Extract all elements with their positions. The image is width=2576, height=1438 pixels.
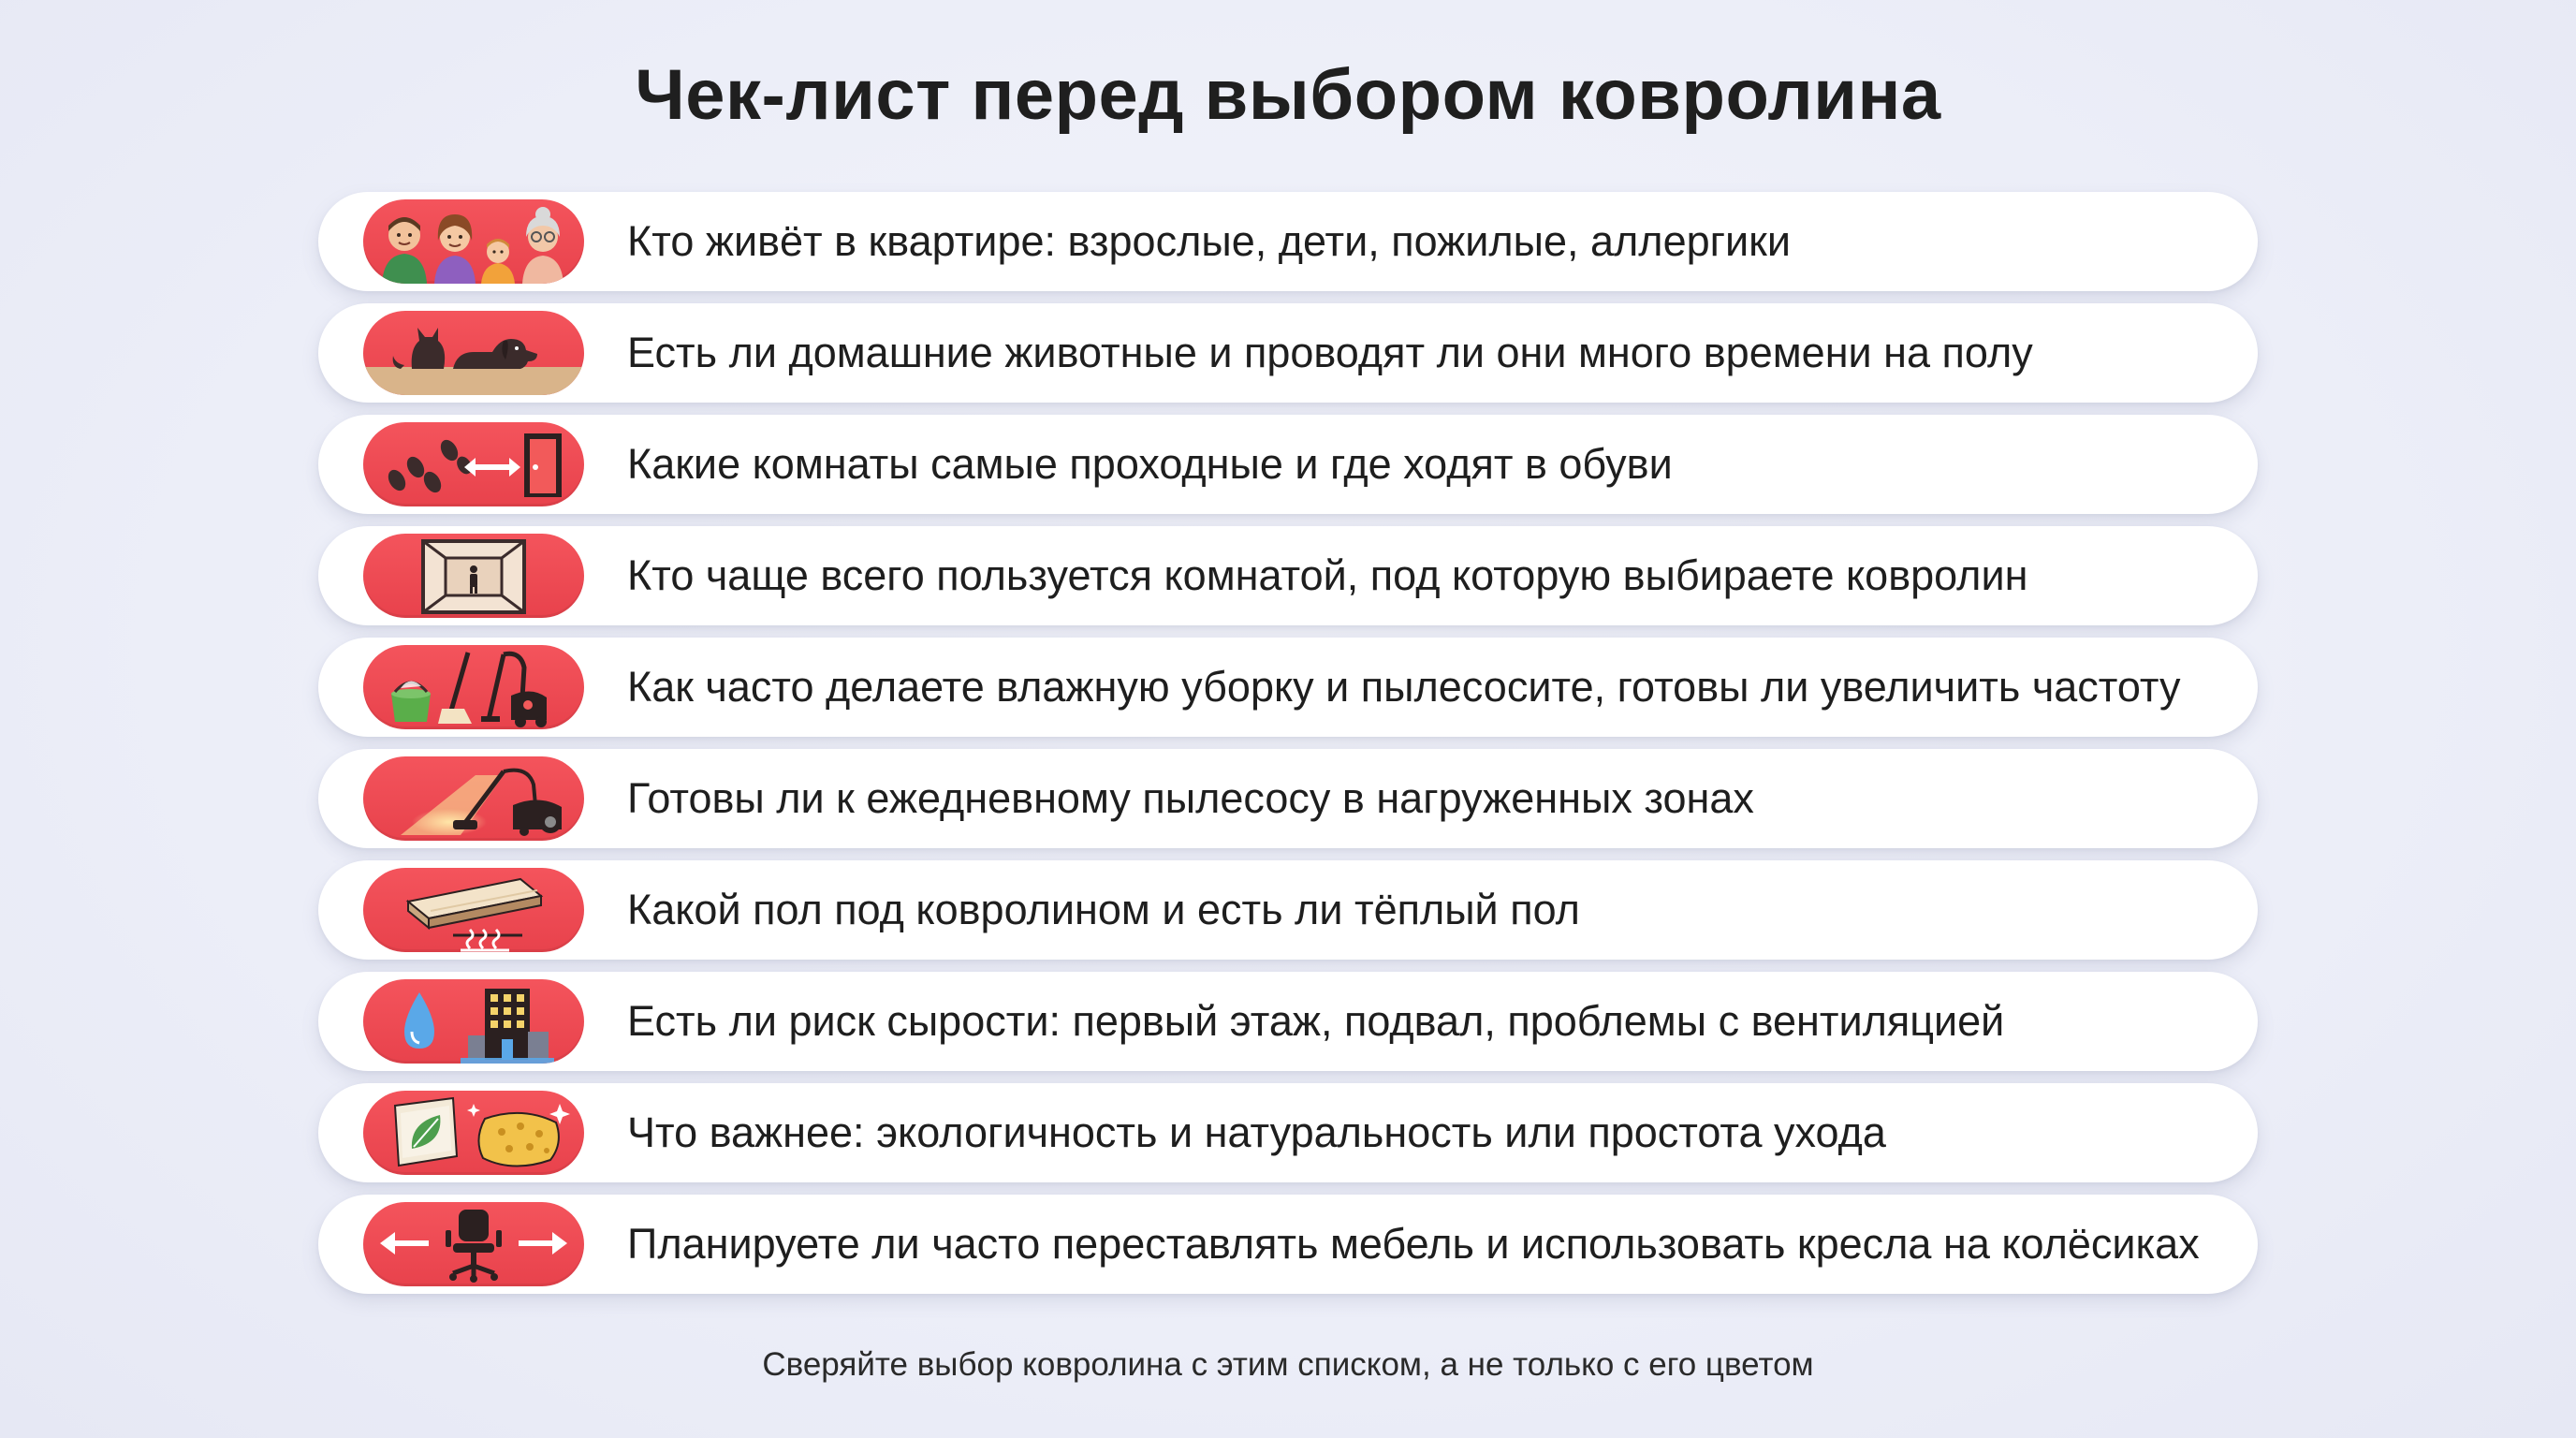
checklist-item-text: Кто чаще всего пользуется комнатой, под которую выбираете ковролин xyxy=(627,551,2028,599)
checklist-item-text: Какой пол под ковролином и есть ли тёплый пол xyxy=(627,886,1580,933)
water-drop-building-icon xyxy=(363,979,584,1064)
family-icon xyxy=(363,199,584,284)
checklist-item xyxy=(318,526,2258,625)
checklist-item xyxy=(318,192,2258,291)
office-chair-icon xyxy=(363,1202,584,1286)
footer-note: Сверяйте выбор ковролина с этим списком, а не только с его цветом xyxy=(762,1346,1814,1383)
checklist-item-text: Есть ли риск сырости: первый этаж, подвал, проблемы с вентиляцией xyxy=(627,997,2005,1045)
checklist-item xyxy=(318,303,2258,403)
checklist-item xyxy=(318,749,2258,848)
checklist-item-text: Какие комнаты самые проходные и где ходят в обуви xyxy=(627,440,1673,488)
checklist-item-text: Что важнее: экологичность и натуральность или простота ухода xyxy=(627,1108,1886,1156)
leaf-sponge-icon xyxy=(363,1091,584,1175)
checklist-item-text: Планируете ли часто переставлять мебель и использовать кресла на колёсиках xyxy=(627,1220,2200,1268)
checklist-item xyxy=(318,1195,2258,1294)
vacuum-cleaner-icon xyxy=(363,756,584,841)
checklist-item-text: Кто живёт в квартире: взрослые, дети, пожилые, аллергики xyxy=(627,217,1791,265)
checklist-item xyxy=(318,860,2258,960)
checklist-item-text: Как часто делаете влажную уборку и пылесосите, готовы ли увеличить частоту xyxy=(627,663,2181,711)
checklist-item xyxy=(318,972,2258,1071)
checklist-item-text: Есть ли домашние животные и проводят ли они много времени на полу xyxy=(627,329,2033,376)
room-person-icon xyxy=(363,534,584,618)
checklist xyxy=(318,192,2258,1306)
floor-heating-icon xyxy=(363,868,584,952)
page-title: Чек-лист перед выбором ковролина xyxy=(635,55,1941,135)
checklist-item xyxy=(318,1083,2258,1182)
cleaning-tools-icon xyxy=(363,645,584,729)
footprints-door-icon xyxy=(363,422,584,506)
checklist-item xyxy=(318,415,2258,514)
checklist-item-text: Готовы ли к ежедневному пылесосу в нагруженных зонах xyxy=(627,774,1754,822)
checklist-item xyxy=(318,638,2258,737)
pets-icon xyxy=(363,311,584,395)
